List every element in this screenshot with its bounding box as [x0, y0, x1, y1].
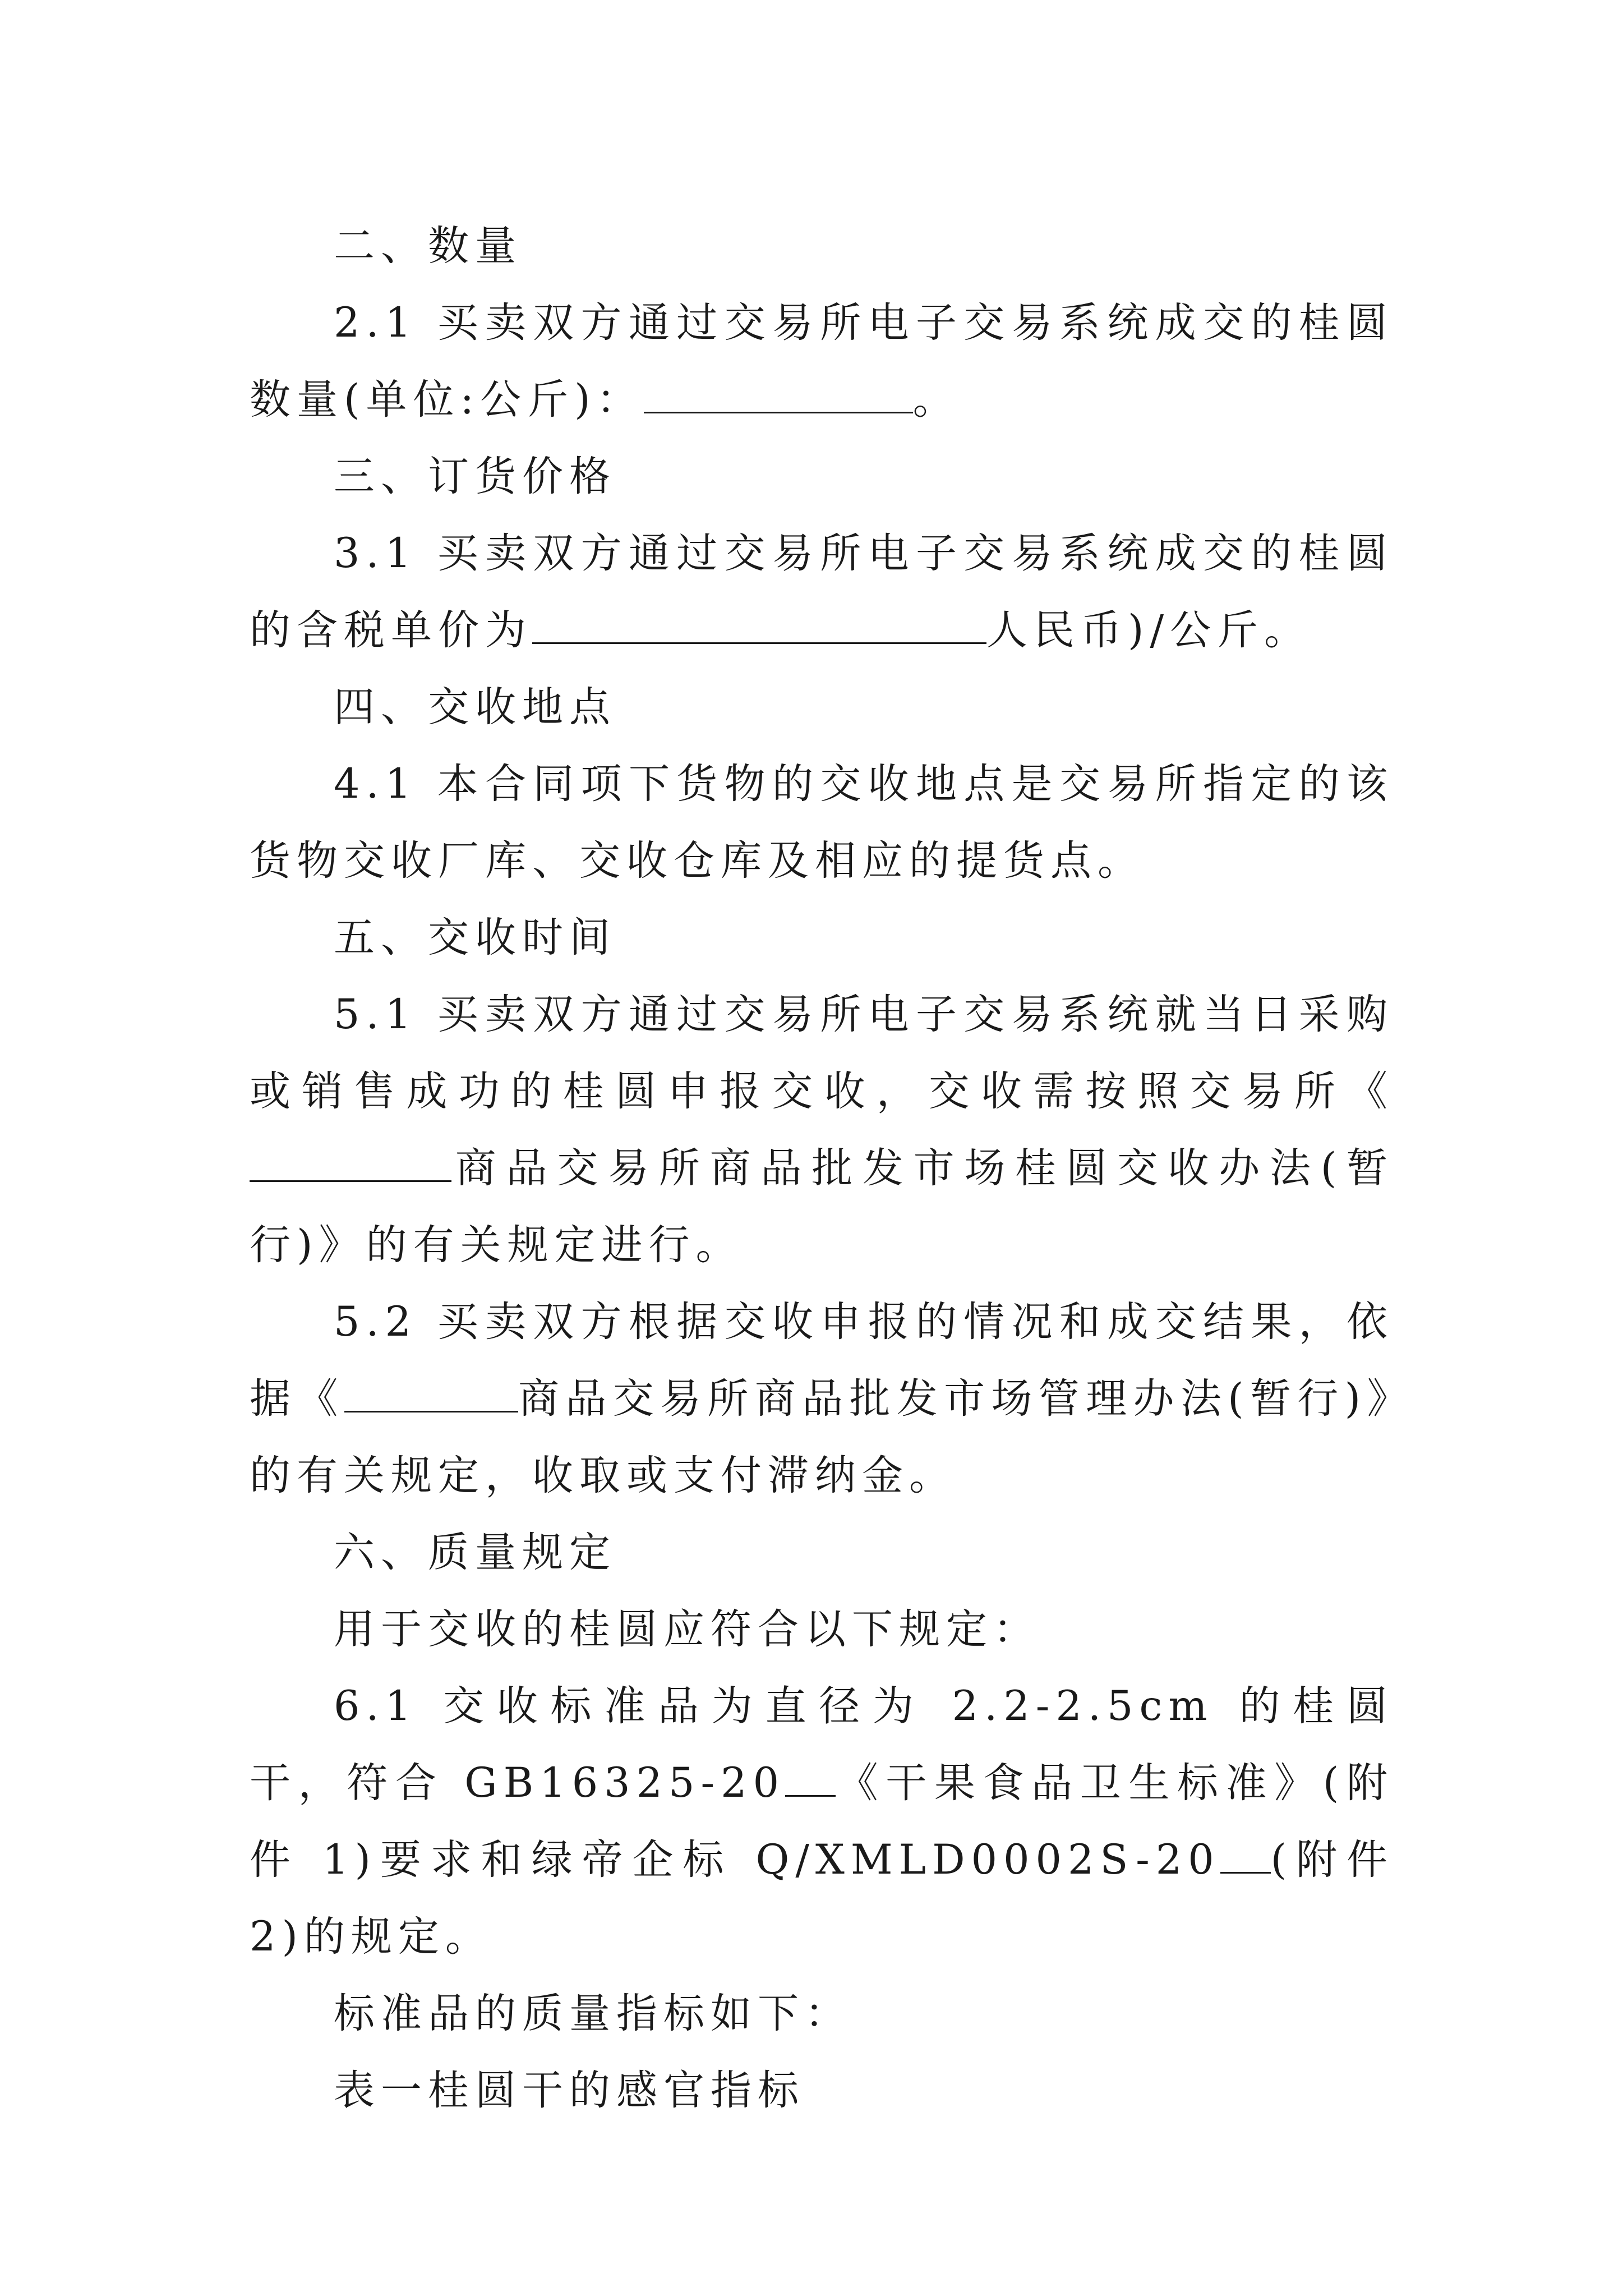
standard-quality-intro: 标准品的质量指标如下：: [334, 1990, 852, 2037]
price-blank: [532, 605, 986, 644]
quality-intro: 用于交收的桂圆应符合以下规定：: [334, 1605, 1040, 1653]
clause-2-1: 2.1 买卖双方通过交易所电子交易系统成交的桂圆数量(单位:公斤)： 。: [250, 299, 1394, 424]
clause-5-2: 5.2 买卖双方根据交收申报的情况和成交结果，依据《 商品交易所商品批发市场管理办法(暂行)》的有关规定，收取或支付滞纳金。: [250, 1298, 1394, 1499]
contract-body: [250, 208, 1394, 2129]
clause-6-1: 6.1 交收标准品为直径为 2.2-2.5cm 的桂圆干，符合 GB16325-20 《干果食品卫生标准》(附件 1)要求和绿帝企标 Q/XMLD0002S-20 (附件 2)的规定。: [250, 1682, 1394, 1961]
section-heading-quantity: 二、数量: [334, 222, 522, 270]
quantity-blank: [644, 375, 913, 413]
section-heading-price: 三、订货价格: [334, 453, 616, 500]
exchange-name-blank: [250, 1143, 451, 1182]
year-blank-1: [785, 1758, 836, 1797]
clause-3-1: 3.1 买卖双方通过交易所电子交易系统成交的桂圆的含税单价为 人民币)/公斤。: [250, 530, 1394, 654]
table-caption: 表一桂圆干的感官指标: [334, 2067, 805, 2114]
year-blank-2: [1220, 1835, 1271, 1874]
section-heading-time: 五、交收时间: [334, 914, 616, 961]
section-heading-quality: 六、质量规定: [334, 1529, 616, 1576]
clause-5-1: 5.1 买卖双方通过交易所电子交易系统就当日采购或销售成功的桂圆申报交收，交收需按照交易所《商品交易所商品批发市场桂圆交收办法(暂行)》的有关规定进行。: [250, 991, 1394, 1269]
section-heading-location: 四、交收地点: [334, 683, 616, 731]
clause-4-1: 4.1 本合同项下货物的交收地点是交易所指定的该货物交收厂库、交收仓库及相应的提货点。: [250, 760, 1394, 885]
exchange-name-blank-2: [344, 1374, 518, 1412]
